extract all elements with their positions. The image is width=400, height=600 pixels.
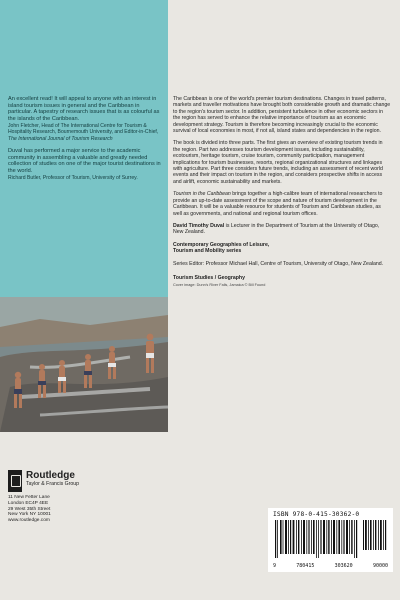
barcode-digits-group-2: 303620: [334, 563, 353, 569]
barcode-digits: [273, 563, 388, 569]
series-title-line-1: Contemporary Geographies of Leisure,: [173, 241, 270, 248]
publisher-brand: [8, 470, 158, 492]
series-editor: Series Editor: Professor Michael Hall, Centre of Tourism, University of Otago, New Zealand.: [173, 260, 384, 267]
barcode-digit-prefix: 9: [273, 563, 277, 569]
barcode-digits-group-1: 780415: [296, 563, 315, 569]
review-1-journal: The International Journal of Tourism Research: [8, 135, 113, 142]
book-title: Tourism in the Caribbean: [173, 191, 231, 198]
waterfall-photo: [0, 297, 168, 432]
barcode-block: [268, 508, 393, 572]
review-2-quote: Duval has performed a major service to the academic community in assembling a valuable and greatly needed collection of studies on one of the major tourist destinations in the world.: [8, 148, 161, 175]
review-1-quote: An excellent read! It will appeal to anyone with an interest in island tourism issues in general and the Caribbean in particular. A tapestry of research issues that is as colourful as the islands of the Caribbean.: [8, 96, 160, 123]
barcode-addon: 90000: [372, 563, 388, 569]
author-bio-text: is Lecturer in the Department of Tourism at the University of Otago, New Zealand.: [173, 222, 380, 236]
series-info: [173, 242, 391, 255]
publisher-name: Routledge: [26, 470, 75, 481]
barcode-icon: [273, 520, 388, 562]
isbn-label: ISBN 978-0-415-30362-0: [273, 511, 360, 518]
cover-photo: [0, 297, 168, 432]
review-2-attribution: Richard Butler, Professor of Tourism, University of Surrey.: [8, 174, 138, 181]
publisher-address-line: New York NY 10001: [8, 512, 51, 518]
publisher-address-line: London EC4P 4EE: [8, 500, 49, 506]
review-panel: [0, 0, 168, 297]
blurb-paragraph-1: The Caribbean is one of the world's premier tourism destinations. Changes in travel patterns, markets and traveller motivations have brought both considerable growth and dramatic change to the region's tourism sector. In addition, persistent turbulence in other economic sectors in the region has served to enhance the relative importance of tourism as an economic development strategy. Tourism is therefore becoming increasingly crucial to the economic survival of local economies in most, if not all, island states and dependencies in the region.: [173, 96, 391, 135]
publisher-address-line: 11 New Fetter Lane: [8, 495, 50, 500]
routledge-logo-icon: [8, 470, 22, 492]
review-1: [8, 96, 162, 142]
blurb-paragraph-3-text: brings together a high-calibre team of international researchers to provide an up-to-date assessment of the scope and nature of tourism development in the Caribbean. It will be a valuable resource for students of Tourism and Caribbean studies, as well as governments, and national and regional tourism offices.: [173, 191, 383, 217]
series-title-line-2: Tourism and Mobility series: [173, 248, 242, 255]
author-bio: [173, 223, 391, 236]
review-1-attribution: John Fletcher, Head of The International Centre for Tourism & Hospitality Research, Bournemouth University, and Editor-in-Chief,: [8, 122, 159, 136]
blurb-paragraph-3: [173, 191, 391, 217]
subject-category: Tourism Studies / Geography: [173, 274, 245, 281]
review-2: [8, 148, 162, 181]
blurb-column: [173, 96, 391, 288]
publisher-address-line: 29 West 35th Street: [8, 506, 51, 512]
publisher-info: [8, 470, 158, 524]
blurb-paragraph-2: The book is divided into three parts. The first gives an overview of existing tourism trends in the region. Part two addresses tourism development issues, including sustainability, ecotourism, heritage tourism, cruise tourism, community participation, management implications for tourism businesses, resorts, regional organizational structures and linkages with agriculture. Part three considers future trends, including an assessment of recent world events and their impact on tourism in the region, and considers prospective shifts in access and airlift, economic sustainability and markets.: [173, 140, 383, 185]
publisher-website: www.routledge.com: [8, 518, 50, 524]
publisher-tagline: Taylor & Francis Group: [26, 481, 80, 487]
author-name: David Timothy Duval: [173, 222, 225, 229]
cover-image-credit: Cover image: Dunn's River Falls, Jamaica © Bill Found: [173, 283, 266, 288]
